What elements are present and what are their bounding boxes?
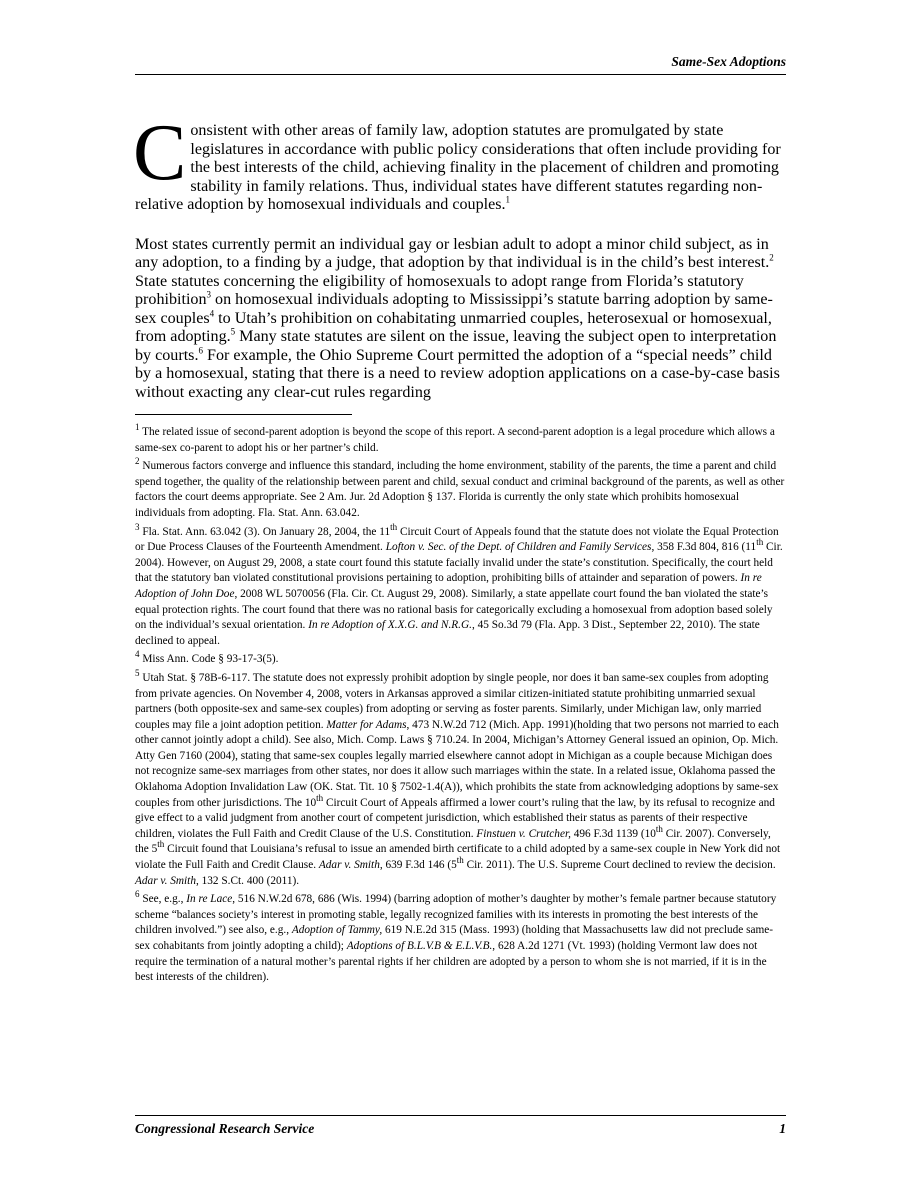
footnote-text: Numerous factors converge and influence this standard, including the home environment, stability of the parents, the time a parent and child spend together, the quality of the relationship between parent and child, sexual conduct and criminal background of the parents, as well as other factors the court deems appropriate. See 2 Am. Jur. 2d Adoption § 137. Florida is currently the only state which prohibits homosexual individuals from adopting. Fla. Stat. Ann. 63.042. [135, 460, 785, 519]
footnote-text: Circuit Court of Appeals affirmed a lower court’s ruling that the law, by its refusal to recognize and give effect to a valid judgment from another court of competent jurisdiction, which established their status as parents of their respective children, violates the Full Faith and Credit Clause of the U.S. Constitution. [135, 796, 775, 840]
footnote-separator [135, 414, 352, 415]
footnote-ref[interactable]: 4 [209, 308, 215, 319]
case-citation: Matter for Adams [326, 718, 407, 731]
footnote-3 [135, 521, 786, 650]
footnote-text: Circuit found that Louisiana’s refusal to issue an amended birth certificate to a child adopted by a same-sex couple in New York did not violate the Full Faith and Credit Clause. [135, 843, 781, 872]
case-citation: Adoptions of B.L.V.B & E.L.V.B. [346, 940, 493, 952]
case-citation: Adar v. Smith [135, 874, 196, 887]
page-footer [135, 1119, 786, 1139]
drop-cap: C [133, 109, 187, 197]
ordinal-suffix: th [456, 855, 464, 866]
footnote-number: 4 [135, 649, 140, 660]
ordinal-suffix: th [655, 824, 663, 835]
footnote-text: , 473 N.W.2d 712 (Mich. App. 1991)(holding that two persons not married to each other cannot jointly adopt a child). See also, Mich. Comp. Laws § 710.24. In 2004, Michigan’s Attorney General issued an opinion, Op. Mich. Atty Gen 7160 (2004), stating that same-sex couples legally married elsewhere cannot adopt in Michigan as a couple because Michigan does not recognize same-sex marriages from other states, nor does it allow such marriages within the state. In a related issue, Oklahoma passed the Oklahoma Adoption Invalidation Law (OK. Stat. Tit. 10 § 7502-1.4(A)), which prohibits the state from acknowledging adoptions by same-sex couples from other jurisdictions. The 10 [135, 718, 779, 809]
footnote-text: , 358 F.3d 804, 816 (11 [651, 541, 757, 554]
footnote-4 [135, 649, 786, 668]
case-citation: Lofton v. Sec. of the Dept. of Children and Family Services [385, 541, 652, 554]
case-citation: Adoption of Tammy, [291, 924, 383, 937]
footnote-text: The related issue of second-parent adoption is beyond the scope of this report. A second-parent adoption is a legal procedure which allows a same-sex co-parent to adopt his or her partner’s child. [135, 426, 775, 454]
case-citation: In re Adoption of John Doe [135, 572, 762, 600]
footnotes [135, 422, 786, 989]
paragraph-2-text: to Utah’s prohibition on cohabitating unmarried couples, heterosexual or homosexual, from adopting. [135, 309, 772, 345]
paragraph-1-text: onsistent with other areas of family law, adoption statutes are promulgated by state legislatures in accordance with public policy considerations that often include providing for the best interests of the child, achieving finality in the placement of children and promoting stability in family relations. Thus, individual states have different statutes regarding non-relative adoption by homosexual individuals and couples. [135, 122, 781, 213]
footnote-text: Miss Ann. Code § 93-17-3(5). [139, 653, 279, 666]
paragraph-2-text: For example, the Ohio Supreme Court permitted the adoption of a “special needs” child by a homosexual, stating that there is a need to review adoption applications on a case-by-case basis without exacting any clear-cut rules regarding [135, 346, 780, 401]
running-header-title: Same-Sex Adoptions [671, 54, 786, 69]
page-number: 1 [779, 1121, 786, 1136]
header-rule [135, 74, 786, 75]
footnote-number: 3 [135, 521, 140, 532]
footer-rule [135, 1115, 786, 1116]
paragraph-2-text: on homosexual individuals adopting to Mississippi’s statute barring adoption by same-sex couples [135, 291, 773, 327]
footnote-text: Utah Stat. § 78B-6-117. The statute does not expressly prohibit adoption by single people, nor does it ban same-sex couples from adopting from private agencies. On November 4, 2008, voters in Arkansas approved a similar citizen-initiated statute prohibiting unmarried sexual partners (both opposite-sex and same-sex couples) from adopting or serving as foster parents. Similarly, under Michigan law, only married couples may file a joint adoption petition. [135, 671, 769, 731]
ordinal-suffix: th [390, 521, 398, 532]
footnote-text: , 45 So.3d 79 (Fla. App. 3 Dist., September 22, 2010). The state declined to appeal. [135, 619, 760, 647]
paragraph-2-text: Many state statutes are silent on the issue, leaving the subject open to interpretation by courts. [135, 328, 777, 364]
footnote-ref[interactable]: 2 [769, 252, 774, 263]
footnote-text: 496 F.3d 1139 (10 [570, 827, 656, 840]
footnote-ref[interactable]: 6 [198, 345, 203, 356]
footnote-1 [135, 422, 786, 456]
footer-organization: Congressional Research Service [135, 1121, 315, 1136]
ordinal-suffix: th [756, 537, 764, 548]
footnote-ref[interactable]: 3 [206, 289, 212, 300]
footnote-text: , 2008 WL 5070056 (Fla. Cir. Ct. August 29, 2008). Similarly, a state appellate court found the ban violated the state’s equal protection rights. The court found that there was no rational basis for categorically excluding a homosexual from adoption based solely on the individual’s sexual orientation. [135, 587, 773, 632]
paragraph-2-text: State statutes concerning the eligibility of homosexuals to adopt range from Florida’s statutory prohibition [135, 272, 744, 308]
footnote-ref[interactable]: 5 [230, 326, 236, 337]
footnote-text: 619 N.E.2d 315 (Mass. 1993) (holding that Massachusetts law did not preclude same-sex cohabitants from jointly adopting a child); [135, 924, 774, 952]
footnote-text: Cir. 2011). The U.S. Supreme Court declined to review the decision. [463, 859, 776, 872]
case-citation: In re Adoption of X.X.G. and N.R.G. [308, 619, 472, 632]
footnote-text: Fla. Stat. Ann. 63.042 (3). On January 28, 2004, the 11 [139, 525, 391, 538]
footnote-text: Cir. 2007). Conversely, the 5 [135, 827, 771, 856]
footnote-text: See, e.g., [139, 893, 187, 906]
footnote-text: Cir. 2004). However, on August 29, 2008, a state court found this statute facially invalid under the state’s constitution. Specifically, the court held that the statutory ban violated constitutional provisions pertaining to adoption, prohibiting bills of attainder and separation of powers. [135, 541, 783, 585]
paragraph-2 [135, 236, 786, 403]
footnote-text: , 132 S.Ct. 400 (2011). [195, 874, 300, 887]
footnote-6 [135, 889, 786, 986]
case-citation: Finstuen v. Crutcher, [476, 827, 571, 840]
ordinal-suffix: th [316, 792, 324, 803]
paragraph-1 [133, 109, 786, 215]
footnote-number: 6 [135, 889, 140, 900]
footnote-text: , 639 F.3d 146 (5 [379, 859, 457, 872]
case-citation: Adar v. Smith [318, 859, 380, 872]
ordinal-suffix: th [157, 839, 165, 850]
footnote-ref[interactable]: 1 [505, 194, 511, 205]
main-body [133, 109, 786, 423]
footnote-text: , 628 A.2d 1271 (Vt. 1993) (holding Vermont law does not require the termination of a natural mother’s parental rights if her children are adopted by a person to whom she is not married, if it is in the best interests of the children). [135, 940, 767, 984]
footnote-text: , 516 N.W.2d 678, 686 (Wis. 1994) (barring adoption of mother’s daughter by mother’s female partner because statutory scheme “balances society’s interest in promoting stable, legally recognized families with its interests in promoting the best interests of the children involved.”) see also, e.g., [135, 893, 777, 937]
footnote-2 [135, 456, 786, 521]
footnote-text: Circuit Court of Appeals found that the statute does not violate the Equal Protection or Due Process Clauses of the Fourteenth Amendment. [135, 525, 779, 554]
case-citation: In re Lace [186, 893, 233, 906]
footnote-number: 1 [135, 422, 140, 433]
footnote-number: 5 [135, 668, 140, 679]
paragraph-2-text: Most states currently permit an individual gay or lesbian adult to adopt a minor child subject, as in any adoption, to a finding by a judge, that adoption by that individual is in the child’s best interest. [135, 235, 770, 271]
footnote-5 [135, 668, 786, 889]
footnote-number: 2 [135, 456, 140, 467]
